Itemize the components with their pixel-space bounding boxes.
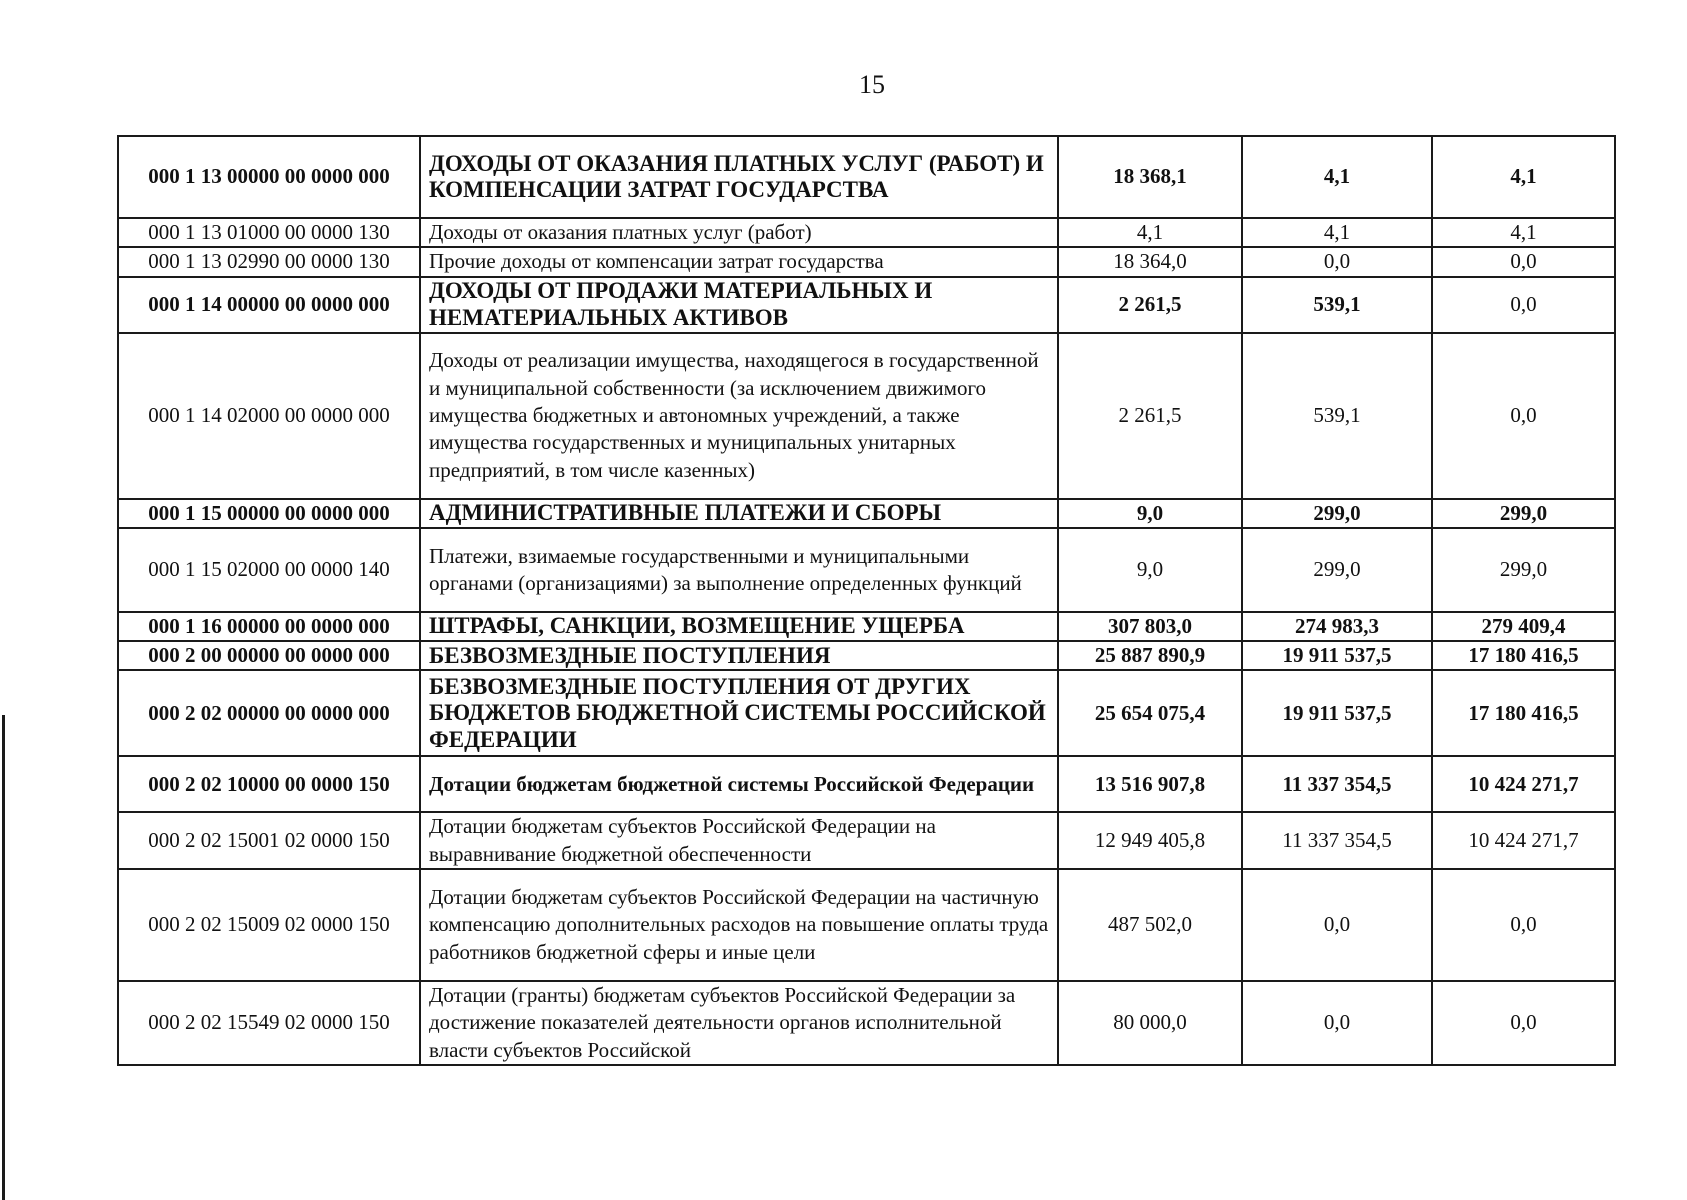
value-cell-3: 0,0 bbox=[1432, 981, 1615, 1065]
value-cell-1: 80 000,0 bbox=[1058, 981, 1242, 1065]
value-cell-2: 539,1 bbox=[1242, 333, 1432, 499]
value-cell-2: 11 337 354,5 bbox=[1242, 756, 1432, 812]
code-cell: 000 1 14 00000 00 0000 000 bbox=[118, 277, 420, 333]
value-cell-2: 539,1 bbox=[1242, 277, 1432, 333]
name-cell: Доходы от оказания платных услуг (работ) bbox=[420, 218, 1058, 247]
name-cell: Платежи, взимаемые государственными и муниципальными органами (организациями) за выполнение определенных функций bbox=[420, 528, 1058, 612]
value-cell-3: 299,0 bbox=[1432, 528, 1615, 612]
value-cell-2: 299,0 bbox=[1242, 528, 1432, 612]
value-cell-1: 307 803,0 bbox=[1058, 612, 1242, 641]
name-cell: БЕЗВОЗМЕЗДНЫЕ ПОСТУПЛЕНИЯ bbox=[420, 641, 1058, 670]
code-cell: 000 1 16 00000 00 0000 000 bbox=[118, 612, 420, 641]
value-cell-3: 10 424 271,7 bbox=[1432, 756, 1615, 812]
value-cell-3: 0,0 bbox=[1432, 247, 1615, 276]
code-cell: 000 2 02 15009 02 0000 150 bbox=[118, 869, 420, 981]
value-cell-2: 0,0 bbox=[1242, 247, 1432, 276]
table-row bbox=[118, 812, 1615, 869]
table-row bbox=[118, 499, 1615, 528]
value-cell-2: 274 983,3 bbox=[1242, 612, 1432, 641]
name-cell: БЕЗВОЗМЕЗДНЫЕ ПОСТУПЛЕНИЯ ОТ ДРУГИХ БЮДЖЕТОВ БЮДЖЕТНОЙ СИСТЕМЫ РОССИЙСКОЙ ФЕДЕРАЦИИ bbox=[420, 670, 1058, 756]
code-cell: 000 2 02 15001 02 0000 150 bbox=[118, 812, 420, 869]
value-cell-1: 13 516 907,8 bbox=[1058, 756, 1242, 812]
value-cell-3: 0,0 bbox=[1432, 869, 1615, 981]
value-cell-2: 299,0 bbox=[1242, 499, 1432, 528]
value-cell-1: 487 502,0 bbox=[1058, 869, 1242, 981]
name-cell: Дотации бюджетам бюджетной системы Российской Федерации bbox=[420, 756, 1058, 812]
table-row bbox=[118, 756, 1615, 812]
code-cell: 000 1 13 01000 00 0000 130 bbox=[118, 218, 420, 247]
value-cell-1: 25 887 890,9 bbox=[1058, 641, 1242, 670]
value-cell-3: 10 424 271,7 bbox=[1432, 812, 1615, 869]
value-cell-3: 279 409,4 bbox=[1432, 612, 1615, 641]
name-cell: Прочие доходы от компенсации затрат государства bbox=[420, 247, 1058, 276]
value-cell-1: 4,1 bbox=[1058, 218, 1242, 247]
table-row bbox=[118, 333, 1615, 499]
table-row bbox=[118, 641, 1615, 670]
value-cell-3: 299,0 bbox=[1432, 499, 1615, 528]
code-cell: 000 1 15 02000 00 0000 140 bbox=[118, 528, 420, 612]
code-cell: 000 1 13 00000 00 0000 000 bbox=[118, 136, 420, 218]
table-row bbox=[118, 869, 1615, 981]
name-cell: ДОХОДЫ ОТ ПРОДАЖИ МАТЕРИАЛЬНЫХ И НЕМАТЕРИАЛЬНЫХ АКТИВОВ bbox=[420, 277, 1058, 333]
value-cell-2: 0,0 bbox=[1242, 869, 1432, 981]
value-cell-3: 0,0 bbox=[1432, 277, 1615, 333]
code-cell: 000 1 13 02990 00 0000 130 bbox=[118, 247, 420, 276]
value-cell-1: 18 368,1 bbox=[1058, 136, 1242, 218]
code-cell: 000 2 02 10000 00 0000 150 bbox=[118, 756, 420, 812]
value-cell-3: 4,1 bbox=[1432, 136, 1615, 218]
table-row bbox=[118, 670, 1615, 756]
value-cell-1: 12 949 405,8 bbox=[1058, 812, 1242, 869]
table-row bbox=[118, 247, 1615, 276]
value-cell-2: 11 337 354,5 bbox=[1242, 812, 1432, 869]
table-row bbox=[118, 612, 1615, 641]
value-cell-1: 9,0 bbox=[1058, 499, 1242, 528]
value-cell-2: 0,0 bbox=[1242, 981, 1432, 1065]
value-cell-3: 17 180 416,5 bbox=[1432, 641, 1615, 670]
code-cell: 000 1 14 02000 00 0000 000 bbox=[118, 333, 420, 499]
name-cell: Дотации бюджетам субъектов Российской Федерации на выравнивание бюджетной обеспеченности bbox=[420, 812, 1058, 869]
budget-revenue-table bbox=[117, 135, 1616, 1066]
table-row bbox=[118, 136, 1615, 218]
table-row bbox=[118, 528, 1615, 612]
name-cell: АДМИНИСТРАТИВНЫЕ ПЛАТЕЖИ И СБОРЫ bbox=[420, 499, 1058, 528]
page-number: 15 bbox=[859, 70, 885, 99]
code-cell: 000 2 00 00000 00 0000 000 bbox=[118, 641, 420, 670]
name-cell: Доходы от реализации имущества, находящегося в государственной и муниципальной собственности (за исключением движимого имущества бюджетных и автономных учреждений, а также имущества государственных и муниципальных унитарных предприятий, в том числе казенных) bbox=[420, 333, 1058, 499]
scan-edge-mark bbox=[2, 715, 5, 1200]
value-cell-1: 2 261,5 bbox=[1058, 333, 1242, 499]
value-cell-1: 2 261,5 bbox=[1058, 277, 1242, 333]
name-cell: Дотации (гранты) бюджетам субъектов Российской Федерации за достижение показателей деятельности органов исполнительной власти субъектов Российской bbox=[420, 981, 1058, 1065]
code-cell: 000 1 15 00000 00 0000 000 bbox=[118, 499, 420, 528]
table-row bbox=[118, 218, 1615, 247]
value-cell-3: 4,1 bbox=[1432, 218, 1615, 247]
code-cell: 000 2 02 15549 02 0000 150 bbox=[118, 981, 420, 1065]
value-cell-1: 25 654 075,4 bbox=[1058, 670, 1242, 756]
name-cell: ШТРАФЫ, САНКЦИИ, ВОЗМЕЩЕНИЕ УЩЕРБА bbox=[420, 612, 1058, 641]
value-cell-2: 19 911 537,5 bbox=[1242, 670, 1432, 756]
value-cell-1: 9,0 bbox=[1058, 528, 1242, 612]
name-cell: ДОХОДЫ ОТ ОКАЗАНИЯ ПЛАТНЫХ УСЛУГ (РАБОТ) И КОМПЕНСАЦИИ ЗАТРАТ ГОСУДАРСТВА bbox=[420, 136, 1058, 218]
value-cell-1: 18 364,0 bbox=[1058, 247, 1242, 276]
code-cell: 000 2 02 00000 00 0000 000 bbox=[118, 670, 420, 756]
table-row bbox=[118, 277, 1615, 333]
value-cell-2: 4,1 bbox=[1242, 218, 1432, 247]
value-cell-2: 19 911 537,5 bbox=[1242, 641, 1432, 670]
value-cell-2: 4,1 bbox=[1242, 136, 1432, 218]
value-cell-3: 17 180 416,5 bbox=[1432, 670, 1615, 756]
value-cell-3: 0,0 bbox=[1432, 333, 1615, 499]
name-cell: Дотации бюджетам субъектов Российской Федерации на частичную компенсацию дополнительных расходов на повышение оплаты труда работников бюджетной сферы и иные цели bbox=[420, 869, 1058, 981]
table-row bbox=[118, 981, 1615, 1065]
